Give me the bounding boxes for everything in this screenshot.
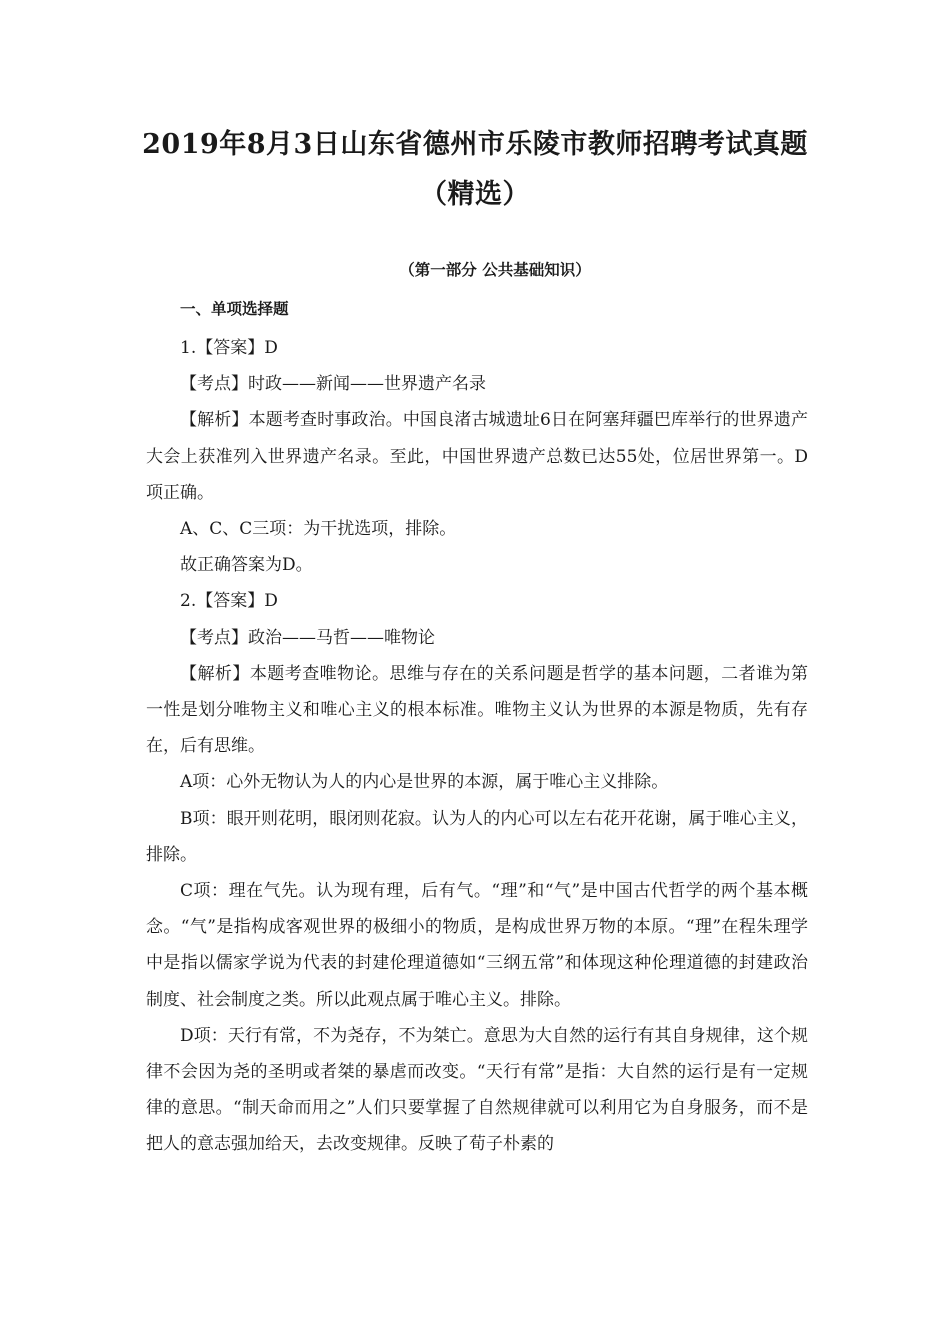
document-title: 2019年8月3日山东省德州市乐陵市教师招聘考试真题 bbox=[142, 129, 808, 160]
document-body bbox=[146, 330, 808, 1163]
paragraph: 故正确答案为D。 bbox=[180, 555, 313, 576]
paragraph: 2.【答案】D bbox=[180, 591, 278, 612]
paragraph: A、C、C三项：为干扰选项，排除。 bbox=[180, 519, 457, 540]
paragraph: 【解析】本题考查时事政治。中国良渚古城遗址6日在阿塞拜疆巴库举行的世界遗产大会上获准列入世界遗产名录。至此，中国世界遗产总数已达55处，位居世界第一。D项正确。 bbox=[146, 410, 808, 503]
paragraph: D项：天行有常，不为尧存，不为桀亡。意思为大自然的运行有其自身规律，这个规律不会因为尧的圣明或者桀的暴虐而改变。“天行有常”是指：大自然的运行是有一定规律的意思。“制天命而用之”人们只要掌握了自然规律就可以利用它为自身服务，而不是把人的意志强加给天，去改变规律。反映了荀子朴素的 bbox=[146, 1025, 808, 1155]
paragraph: A项：心外无物认为人的内心是世界的本源，属于唯心主义排除。 bbox=[180, 772, 669, 793]
paragraph: C项：理在气先。认为现有理，后有气。“理”和“气”是中国古代哲学的两个基本概念。“气”是指构成客观世界的极细小的物质，是构成世界万物的本原。“理”在程朱理学中是指以儒家学说为代表的封建伦理道德如“三纲五常”和体现这种伦理道德的封建政治制度、社会制度之类。所以此观点属于唯心主义。排除。 bbox=[146, 881, 808, 1010]
paragraph: 【考点】时政——新闻——世界遗产名录 bbox=[180, 374, 486, 395]
paragraph: B项：眼开则花明，眼闭则花寂。认为人的内心可以左右花开花谢，属于唯心主义，排除。 bbox=[146, 808, 808, 865]
section-heading: （第一部分 公共基础知识） bbox=[399, 261, 591, 279]
document-subtitle: （精选） bbox=[420, 179, 530, 210]
paragraph: 【考点】政治——马哲——唯物论 bbox=[180, 627, 435, 648]
paragraph: 【解析】本题考查唯物论。思维与存在的关系问题是哲学的基本问题，二者谁为第一性是划分唯物主义和唯心主义的根本标准。唯物主义认为世界的本源是物质，先有存在，后有思维。 bbox=[146, 663, 808, 757]
paragraph: 1.【答案】D bbox=[180, 338, 278, 358]
question-type-heading: 一、单项选择题 bbox=[180, 300, 289, 318]
